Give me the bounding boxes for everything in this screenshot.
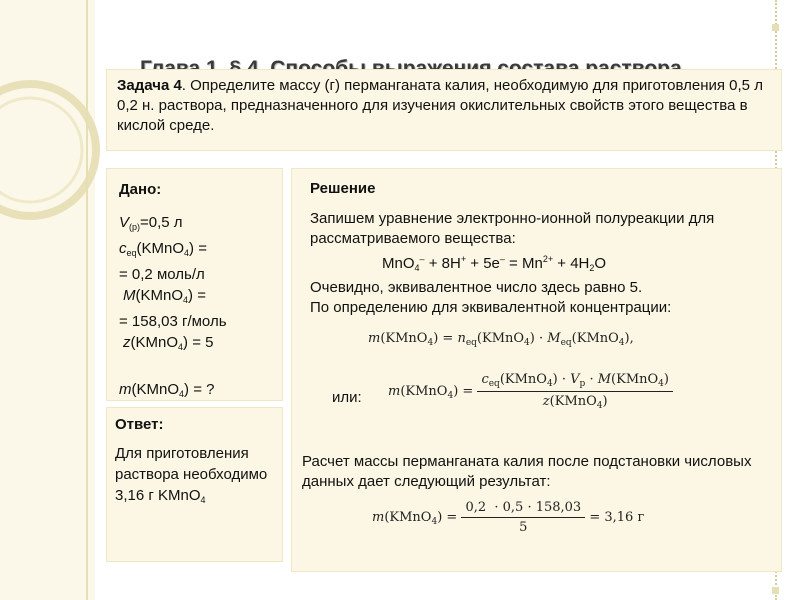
decor-square <box>772 587 779 594</box>
solution-paragraph-1: Очевидно, эквивалентное число здесь равно 5. <box>310 279 643 296</box>
task-label: Задача 4 <box>117 77 182 94</box>
or-label: или: <box>332 389 362 406</box>
fraction: $\frac{c_{eq}(KMnO_4) \cdot V_р \cdot M(KMnO_4)}{z(KMnO_4)}$ <box>477 372 673 411</box>
given-question: m(KMnO$_4$) = ? <box>119 381 215 399</box>
given-heading: Дано: <box>119 181 162 198</box>
given-equivalent-number: z(KMnO$_4$) = 5 <box>123 334 214 352</box>
solution-paragraph-3: Расчет массы перманганата калия после подстановки числовых данных дает следующий результат: <box>302 453 752 490</box>
answer-text: Для приготовления раствора необходимо 3,16 г KMnO$_4$ <box>115 445 268 505</box>
decor-square <box>772 24 779 31</box>
answer-heading: Ответ: <box>115 416 164 433</box>
given-concentration-value: = 0,2 моль/л <box>119 266 205 283</box>
decor-vertical-line <box>86 0 88 600</box>
formula-mass-equivalent: m(KMnO$_4$) = $n_{eq}(KMnO_4)$ · $M_{eq}(KMnO_4)$, <box>368 331 634 348</box>
given-box <box>106 168 283 401</box>
half-reaction-equation: $MnO_4^- + 8H^+ + 5e^- = Mn^{2+} + 4H_2O$ <box>382 254 607 273</box>
formula-mass-fraction: m(KMnO$_4$) = $\frac{c_{eq}(KMnO_4) \cdot V_р \cdot M(KMnO_4)}{z(KMnO_4)}$ <box>388 372 673 411</box>
given-concentration: $c_{eq}(KMnO_4)$ = <box>119 240 207 258</box>
given-molar-mass-value: = 158,03 г/моль <box>119 313 227 330</box>
answer-box <box>106 407 283 562</box>
task-box <box>106 69 782 151</box>
solution-heading: Решение <box>310 180 376 197</box>
solution-paragraph-2: По определению для эквивалентной концентрации: <box>310 299 672 316</box>
given-volume: $V_{(р)}=0,5$ л <box>119 214 183 232</box>
solution-intro: Запишем уравнение электронно-ионной полуреакции для рассматриваемого вещества: <box>310 210 715 247</box>
given-molar-mass: M(KMnO$_4$) = <box>123 287 206 305</box>
fraction: $\frac{0,2 \cdot 0,5 \cdot 158,03}{5}$ <box>461 500 585 535</box>
formula-result: m(KMnO$_4$) = $\frac{0,2 \cdot 0,5 \cdot 158,03}{5}$ = 3,16 г <box>372 500 645 535</box>
task-text: . Определите массу (г) перманганата калия, необходимую для приготовления 0,5 л 0,2 н. раствора, предназначенного для изучения окислительных свойств этого вещества в кислой среде. <box>117 77 763 134</box>
